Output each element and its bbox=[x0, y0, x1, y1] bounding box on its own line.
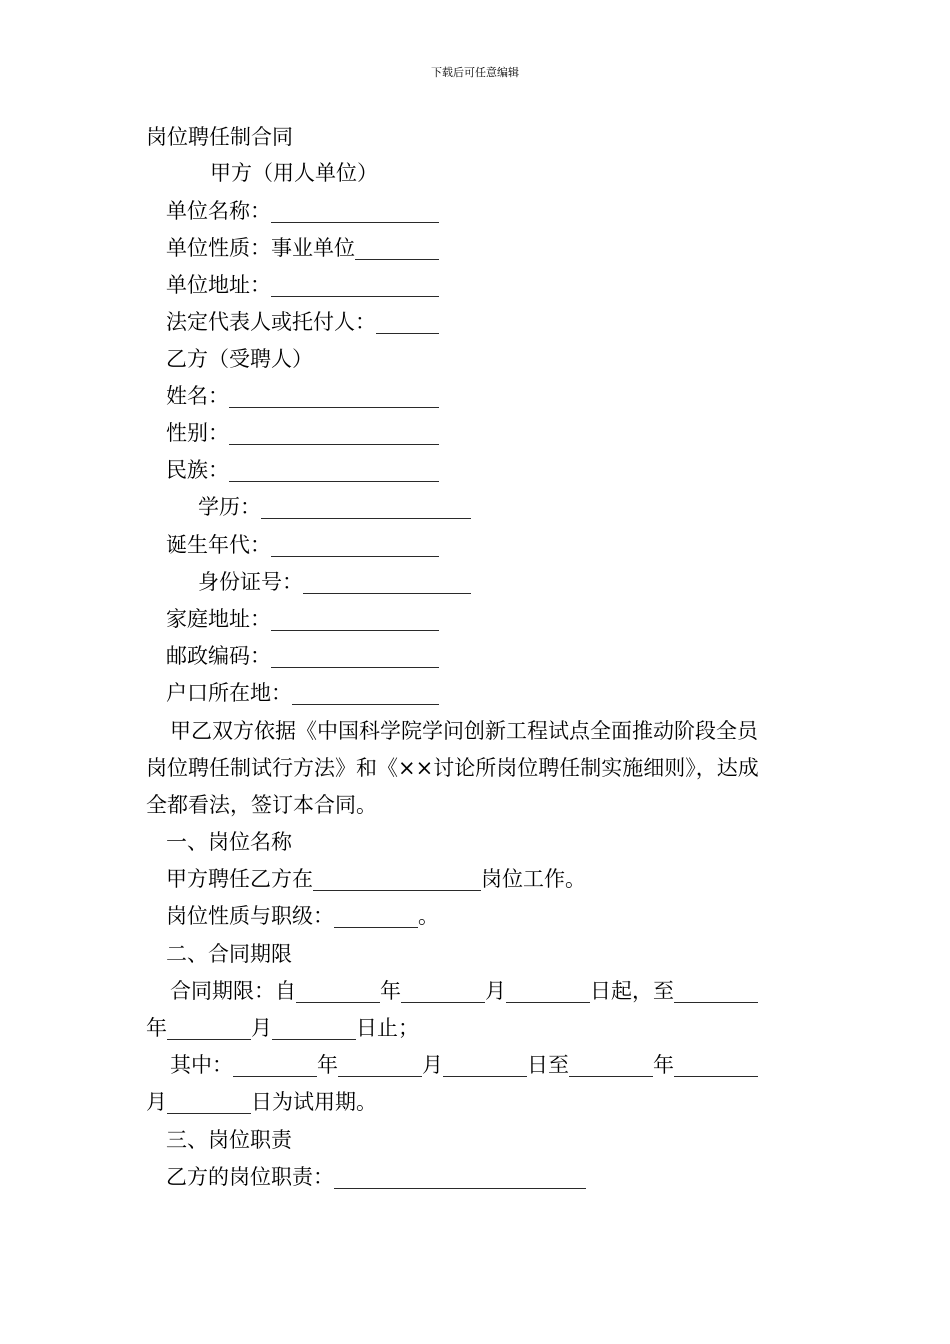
section-2-line-1: 合同期限：自________年________月________日起，至________ bbox=[170, 979, 758, 1003]
header-watermark: 下载后可任意编辑 bbox=[431, 66, 519, 79]
intro-paragraph-line-1: 甲乙双方依据《中国科学院学问创新工程试点全面推动阶段全员 bbox=[170, 719, 758, 743]
legal-representative-field: 法定代表人或托付人：______ bbox=[166, 310, 439, 334]
document-title: 岗位聘任制合同 bbox=[146, 125, 293, 149]
home-address-field: 家庭地址：________________ bbox=[166, 607, 439, 631]
party-b-heading: 乙方（受聘人） bbox=[166, 347, 313, 371]
section-1-line-1: 甲方聘任乙方在________________岗位工作。 bbox=[166, 867, 586, 891]
unit-name-field: 单位名称：________________ bbox=[166, 199, 439, 223]
section-2-line-2: 年________月________日止； bbox=[146, 1016, 419, 1040]
section-2-line-4: 月________日为试用期。 bbox=[146, 1090, 377, 1114]
section-2-title: 二、合同期限 bbox=[166, 942, 292, 966]
section-1-line-2: 岗位性质与职级：________。 bbox=[166, 904, 439, 928]
id-number-field: 身份证号：________________ bbox=[198, 570, 471, 594]
section-1-title: 一、岗位名称 bbox=[166, 830, 292, 854]
gender-field: 性别：____________________ bbox=[166, 421, 439, 445]
section-2-line-3: 其中：________年________月________日至________年________ bbox=[170, 1053, 758, 1077]
name-field: 姓名：____________________ bbox=[166, 384, 439, 408]
unit-nature-field: 单位性质：事业单位________ bbox=[166, 236, 439, 260]
education-field: 学历：____________________ bbox=[198, 495, 471, 519]
ethnicity-field: 民族：____________________ bbox=[166, 458, 439, 482]
intro-paragraph-line-3: 全都看法，签订本合同。 bbox=[146, 793, 377, 817]
section-3-title: 三、岗位职责 bbox=[166, 1128, 292, 1152]
hukou-field: 户口所在地：______________ bbox=[166, 681, 439, 705]
birth-year-field: 诞生年代：________________ bbox=[166, 533, 439, 557]
intro-paragraph-line-2: 岗位聘任制试行方法》和《××讨论所岗位聘任制实施细则》，达成 bbox=[146, 756, 759, 780]
unit-address-field: 单位地址：________________ bbox=[166, 273, 439, 297]
postal-code-field: 邮政编码：________________ bbox=[166, 644, 439, 668]
party-a-heading: 甲方（用人单位） bbox=[210, 161, 378, 185]
section-3-line-1: 乙方的岗位职责：________________________ bbox=[166, 1165, 586, 1189]
